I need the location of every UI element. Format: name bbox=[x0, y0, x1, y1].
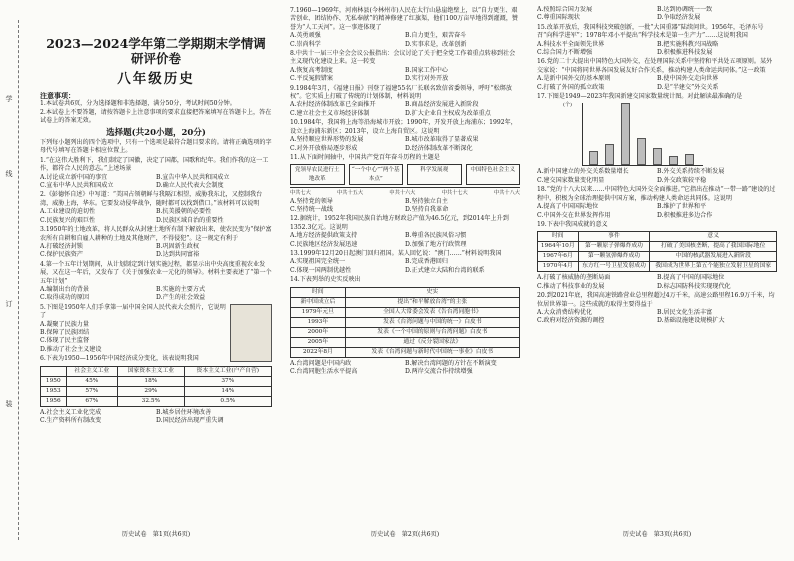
notice-item: 1.本试卷共6页，分为选择题和非选择题，满分50分，考试时间50分钟。 bbox=[40, 100, 236, 108]
timeline-label: 中共十五大 bbox=[337, 190, 364, 197]
option: B.自力更生，艰苦奋斗 bbox=[405, 32, 467, 40]
question-stem: 1.“在这伟大胜利下，我们制定了国徽，决定了国都，国歌和纪年。我们作我的这一工作，都符合人民的意志。”上述场景 bbox=[40, 156, 269, 173]
timeline-box: 中国特色社会主义 bbox=[466, 164, 521, 185]
question bbox=[40, 157, 272, 191]
table-header bbox=[41, 366, 67, 376]
chart-bar bbox=[621, 103, 630, 165]
option: A.英勇顽强 bbox=[290, 32, 321, 40]
option: A.打破了核威胁的垄断局面 bbox=[537, 274, 611, 282]
notice-title: 注意事项： bbox=[40, 91, 75, 100]
timeline-axis bbox=[290, 187, 520, 188]
option: A.坚持顺应世界形势的发展 bbox=[290, 136, 364, 144]
question-stem: 11.从下面时间轴中，中国共产党百年奋斗历程的主题是 bbox=[290, 153, 440, 161]
table-row: 1967年6月 第一颗氢弹爆炸成功 中国的核武器发展进入新阶段 bbox=[538, 252, 777, 262]
option: A.农村经济体制改革已全面推开 bbox=[290, 101, 376, 109]
option: C.体现了民主监督 bbox=[40, 337, 90, 345]
option: D.民族区域自治的重要性 bbox=[156, 216, 224, 224]
question bbox=[537, 24, 777, 58]
option: B.解决台湾问题的方针在不断演变 bbox=[405, 359, 497, 367]
question-stem: 16.党的二十大提出中国特色大国外交，在处理国际关系中坚持和平共处五项原则。某外交家说：“中国将同世界各国发展友好合作关系，推动构建人类命运共同体。”这一政策 bbox=[537, 58, 773, 74]
question-stem: 5.下图是1950年人们手拿第一届中国全国人民代表大会照片，它说明了 bbox=[40, 303, 226, 320]
table-row: 2022年8月 发表《台湾问题与新时代中国统一事业》白皮书 bbox=[291, 347, 520, 357]
portrait-image bbox=[230, 304, 272, 362]
option: C.综合国力不断增强 bbox=[537, 49, 593, 57]
option: B.坚持独立自主 bbox=[405, 197, 448, 205]
question bbox=[40, 355, 272, 425]
option: B.居民文化生活丰富 bbox=[657, 308, 713, 316]
option: A.提高了中国国际地位 bbox=[537, 203, 599, 211]
option: A.是新中国外交的基本原则 bbox=[537, 75, 611, 83]
table-header: 资本主义工业(户产自营) bbox=[184, 366, 271, 376]
question-stem: 3.1950年的土地改革，将人民群众从封建土地所有制下解放出来，使农民变为“保护富农所有自耕和自雇人耕种的土地及其他财产，不得侵犯”。这一规定有利于 bbox=[40, 226, 272, 242]
question bbox=[290, 85, 520, 119]
option: A.编制出台的背景 bbox=[40, 285, 89, 293]
binding-margin bbox=[4, 0, 26, 561]
option: C.对外开放格局逐步形成 bbox=[290, 144, 358, 152]
table-row: 新中国成立后 提出“和平解放台湾”的主张 bbox=[291, 297, 520, 307]
page-3 bbox=[537, 6, 777, 541]
option: C.体现一国两制优越性 bbox=[290, 266, 352, 274]
question-stem: 7.1960—1969年，河南林县(今林州市)人民在太行山悬崖绝壁上，以“自力更生、艰苦创业、团结协作、无私奉献”的精神修建了红旗渠，他们100万亩旱地得到灌溉，赞誉为“人工天河”。这一事迹体现了 bbox=[290, 7, 519, 31]
timeline-label: 中共十六大 bbox=[389, 190, 416, 197]
option: B.城乡居住环境改善 bbox=[156, 408, 212, 416]
question-stem: 2.《彭德怀自述》中写道：“美国占领朝鲜与我隔江相望，威胁我东北，又控制我台湾，威胁上海，华东。它要发动侵华战争，随时都可以找到借口。”该材料可以说明 bbox=[40, 191, 263, 207]
option: D.是“半建交”外交关系 bbox=[657, 83, 719, 91]
option: C.政府对经济资源的调控 bbox=[537, 317, 605, 325]
option: D.推动了社会主义建设 bbox=[40, 345, 102, 353]
data-table bbox=[537, 231, 777, 272]
option: B.尊重各民族风俗习惯 bbox=[405, 232, 467, 240]
timeline-box: 党领导农民进行土地改革 bbox=[290, 164, 345, 185]
option: C.民族地区经济发展迅速 bbox=[290, 240, 358, 248]
option: C.尊重国际现状 bbox=[537, 14, 580, 22]
option: A.打破经济封锁 bbox=[40, 242, 83, 250]
option: A.科技水平全面领先世界 bbox=[537, 40, 605, 48]
question bbox=[290, 7, 520, 49]
question-stem: 17.下图是1949—2023年我国新建交国家数量统计图。对此解读最准确的是 bbox=[537, 93, 743, 101]
option: B.巩固新生政权 bbox=[156, 242, 199, 250]
option: C.取得成功的原因 bbox=[40, 294, 90, 302]
question bbox=[537, 93, 777, 185]
option: C.打破了外国的孤立政策 bbox=[537, 83, 605, 91]
margin-label: 订 bbox=[5, 300, 13, 307]
option: A.坚持党的领导 bbox=[290, 197, 333, 205]
table-row: 1979年元旦 全国人大常委会发表《告台湾同胞书》 bbox=[291, 307, 520, 317]
question-stem: 8.中共十一届三中全会会议公报指出：会议讨论了关于把全党工作着重点转移到社会主义现代化建设上来。这一转变 bbox=[290, 50, 516, 66]
option: D.实行对外开放 bbox=[405, 75, 449, 83]
option: A.讨论成立新中国的事宜 bbox=[40, 173, 108, 181]
question-stem: 9.1984年3月，《福建日报》刊登了福建55名厂长联名致信省委领导，呼吁“松绑放权”。它实质上打破了传统的计划体制，材料说明 bbox=[290, 84, 512, 101]
chart-bar bbox=[589, 151, 598, 165]
option: D.扩大企业自主权成为改革重点 bbox=[405, 109, 491, 117]
question bbox=[40, 261, 272, 303]
option: D.达到共同富裕 bbox=[156, 251, 200, 259]
option: D.实事求是，改革创新 bbox=[405, 40, 467, 48]
option: C.推动了科技事业的发展 bbox=[537, 282, 605, 290]
option: B.外交关系持续不断发展 bbox=[657, 168, 725, 176]
notice-item: 2.本试卷上不要答题，请按答题卡上注意事项的要求直接把答案填写在答题卡上，答在试卷上的答案无效。 bbox=[40, 108, 272, 125]
option: B.国家工作中心 bbox=[405, 66, 448, 74]
timeline-label: 中共十七大 bbox=[441, 190, 468, 197]
question-stem: 20.到2021年底，我国高速铁路营业总里程超过4万千米，高速公路里程16.9万千米，均位居世界第一。这些成就的取得主要得益于 bbox=[537, 292, 775, 308]
option: D.加强了地方行政管理 bbox=[405, 240, 467, 248]
timeline-box: “一个中心”“两个基本点” bbox=[349, 164, 404, 185]
question-stem: 14.下表列举的史实反映出 bbox=[290, 276, 361, 284]
data-table bbox=[290, 287, 520, 358]
table-row: 1970年4月 东方红一号卫星发射成功 我国成为世界上第五个能独立发射卫星的国家 bbox=[538, 262, 777, 272]
question bbox=[40, 304, 272, 354]
question bbox=[290, 154, 520, 214]
page-2 bbox=[290, 6, 520, 541]
option: A.地方经济提供政策支持 bbox=[290, 232, 358, 240]
section-desc: 下列每小题列出的四个选项中，只有一个选项是最符合题目要求的。请将正确选项的字母代号填写在答题卡相应位置上。 bbox=[40, 139, 272, 155]
option: B.实施的主要方式 bbox=[156, 285, 206, 293]
question bbox=[537, 186, 777, 220]
question bbox=[290, 250, 520, 275]
option: D.正式建立大陆和台湾的联系 bbox=[405, 266, 485, 274]
option: D.基础设施建设规模扩大 bbox=[657, 317, 725, 325]
question bbox=[40, 226, 272, 260]
question-stem: 10.1984年，我国将上海等沿海城市开放；1990年，开发开放上海浦东；1992年，设立上海浦东新区；2013年，设立上海自贸区。这说明 bbox=[290, 119, 517, 135]
table-header: 社会主义工业 bbox=[66, 366, 118, 376]
page-footer: 历史试卷 第3页(共6页) bbox=[622, 530, 692, 538]
chart-bar bbox=[605, 144, 614, 165]
option: C.台湾同胞生活水平提高 bbox=[290, 368, 358, 375]
table-row: 1993年 发表《台湾问题与中国的统一》白皮书 bbox=[291, 317, 520, 327]
question bbox=[537, 292, 777, 326]
option: B.抗美援朝的必要性 bbox=[156, 208, 212, 216]
table-row: 1964年10月 第一颗原子弹爆炸成功 打破了美国核垄断，提高了我国国际地位 bbox=[538, 242, 777, 252]
table-row: 2000年 发表《一个中国的原则与台湾问题》白皮书 bbox=[291, 327, 520, 337]
table-row: 1950 45% 18% 37% bbox=[41, 376, 272, 386]
chart-bar bbox=[669, 156, 678, 165]
option: A.台湾问题是中国内政 bbox=[290, 359, 352, 367]
option: D.产生的社会效益 bbox=[156, 294, 206, 302]
option: B.达到协调统一一致 bbox=[657, 6, 713, 13]
option: D.积极推进多边合作 bbox=[657, 211, 713, 219]
data-table bbox=[40, 366, 272, 407]
bar-chart bbox=[563, 102, 703, 166]
binding-line bbox=[18, 20, 19, 540]
table-row: 时间 史实 bbox=[291, 287, 520, 297]
page-1 bbox=[40, 6, 272, 541]
question bbox=[40, 191, 272, 225]
option: A.凝聚了民族力量 bbox=[40, 320, 89, 328]
page-footer: 历史试卷 第1页(共6页) bbox=[121, 530, 191, 538]
timeline-label: 中共十八大 bbox=[494, 190, 520, 197]
question-stem: 13.1999年12月20日起澳门回归祖国。某人回忆说：“澳门……”材料说明我国 bbox=[290, 249, 502, 257]
option: B.使中国外交走向世界 bbox=[657, 75, 719, 83]
option: A.社会主义工业化完成 bbox=[40, 408, 102, 416]
option: C.生产资料所有制改变 bbox=[40, 417, 102, 424]
option: B.城市改革取得了显著成果 bbox=[405, 136, 479, 144]
option: B.完成香港回归 bbox=[405, 258, 448, 266]
question-stem: 4.第一个五年计划期间，从计划制定到计划实施过程，都显示出中央高度重视农业发展，又在这一年后，又发布了《关于加强农业一元化的领导》。材料主要表述了“第一个五年计划” bbox=[40, 260, 272, 285]
option: B.商品经济发展进入新阶段 bbox=[405, 101, 479, 109]
question bbox=[290, 215, 520, 249]
option: D.坚持自我革命 bbox=[405, 205, 449, 213]
option: D.确立人民代表大会制度 bbox=[156, 182, 224, 190]
option: C.中国外交在世界发挥作用 bbox=[537, 211, 611, 219]
option: C.民族复兴的艰巨性 bbox=[40, 216, 96, 224]
option: A.实现祖国完全统一 bbox=[290, 258, 346, 266]
option: A.新中国建立的外交关系数量增长 bbox=[537, 168, 629, 176]
exam-title: 2023—2024学年第二学期期末学情调研评价卷 bbox=[46, 36, 266, 66]
option: A.工业建设的迫切性 bbox=[40, 208, 96, 216]
question-stem: 15.改革开放后，我国科技突破创新，一批“大国重器”陆续问世。1956年，毛泽东号召“向科学进军”；1978年邓小平提出“科学技术是第一生产力”……这说明我国 bbox=[537, 23, 764, 40]
option: C.崇尚科学 bbox=[290, 40, 321, 48]
section-title: 选择题(共20小题，20分) bbox=[106, 127, 206, 138]
table-row: 时间 事件 意义 bbox=[538, 232, 777, 242]
question-stem: 6.下表为1950—1956年中国经济成分变化，该表说明我国 bbox=[40, 355, 199, 363]
question bbox=[290, 50, 520, 84]
option: D.国民经济出现严重失调 bbox=[156, 417, 224, 424]
option: D.争取经济发展 bbox=[657, 14, 701, 22]
timeline bbox=[290, 164, 520, 185]
chart-bar bbox=[637, 138, 646, 165]
option: C.建交国家数量变化明显 bbox=[537, 176, 605, 184]
timeline-box: 科学发展观 bbox=[407, 164, 462, 185]
question bbox=[537, 58, 777, 92]
option: D.外交政策较平稳 bbox=[657, 176, 707, 184]
option: B.提高了中国的国际地位 bbox=[657, 274, 725, 282]
chart-bar bbox=[685, 154, 694, 165]
chart-bar bbox=[653, 148, 662, 165]
question-stem: 19.下表中我国成就的意义 bbox=[537, 220, 608, 228]
option: C.坚持统一战线 bbox=[290, 205, 333, 213]
question-stem: 18.“党的十八大以来……中国特色大国外交全面推进。”它指出在推动“一带一路”建设的过程中，积极为全球治理提供中国方案，推动构建人类命运共同体。这说明 bbox=[537, 186, 776, 202]
table-row: 2005年 通过《反分裂国家法》 bbox=[291, 337, 520, 347]
question bbox=[290, 119, 520, 153]
option: B.保障了民族团结 bbox=[40, 328, 90, 336]
subject-title: 八年级历史 bbox=[117, 71, 195, 87]
table-row: 1956 67% 32.5% 0.5% bbox=[41, 396, 272, 406]
option: B.维护了世界和平 bbox=[657, 203, 707, 211]
margin-label: 线 bbox=[5, 170, 13, 177]
question bbox=[537, 221, 777, 291]
timeline-label: 中共七大 bbox=[290, 190, 311, 197]
option: D.标志国防科技实现现代化 bbox=[657, 282, 731, 290]
option: D.积极推进科技发展 bbox=[657, 49, 713, 57]
option: A.大众消费结构优化 bbox=[537, 308, 593, 316]
option: D.经济体制改革不断深化 bbox=[405, 144, 473, 152]
question bbox=[290, 276, 520, 376]
question-stem: 12.据统计，1952年我国民族自治地方财政总产值为46.5亿元，到2014年上升到1352.3亿元。这说明 bbox=[290, 215, 509, 231]
timeline-labels bbox=[290, 189, 520, 197]
option: B.宣告中华人民共和国成立 bbox=[156, 173, 230, 181]
margin-label: 学 bbox=[5, 95, 13, 102]
option: A.恢复高考制度 bbox=[290, 66, 333, 74]
option: C.保护民族资产 bbox=[40, 251, 83, 259]
chart-unit: (个) bbox=[563, 102, 572, 109]
page-footer: 历史试卷 第2页(共6页) bbox=[370, 530, 440, 538]
table-row: 1953 57% 29% 14% bbox=[41, 386, 272, 396]
option: C.宣布中华人民共和国成立 bbox=[40, 182, 114, 190]
margin-label: 装 bbox=[5, 400, 13, 407]
option: B.把实施科教兴国战略 bbox=[657, 40, 719, 48]
table-header: 国家资本主义工业 bbox=[118, 366, 185, 376]
option: D.两岸交流合作持续增强 bbox=[405, 368, 473, 375]
option: C.建立社会主义市场经济体制 bbox=[290, 109, 370, 117]
option: C.平反冤假错案 bbox=[290, 75, 333, 83]
option: A.按照综合国力发展 bbox=[537, 6, 593, 13]
